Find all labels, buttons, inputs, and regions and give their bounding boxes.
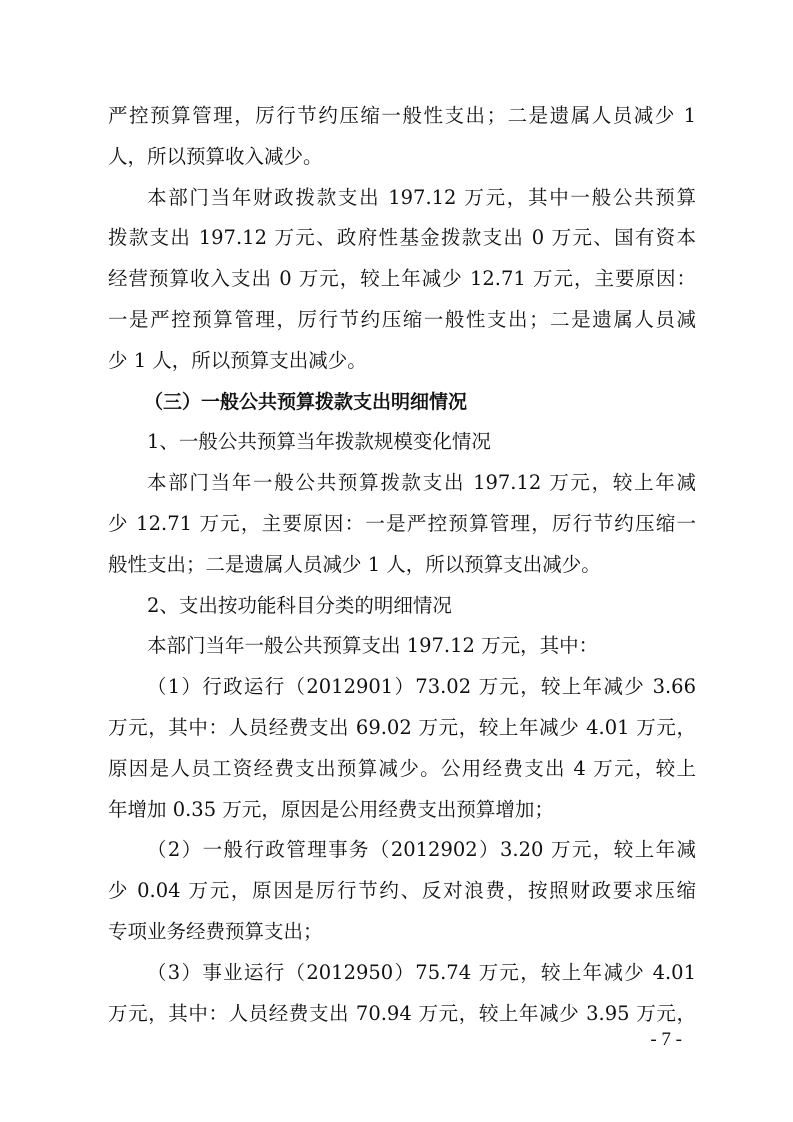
paragraph-line: 少 1 人，所以预算支出减少。 — [108, 348, 367, 372]
page-number: - 7 - — [650, 1029, 682, 1050]
paragraph-line: 少 0.04 万元，原因是厉行节约、反对浪费，按照财政要求压缩 — [108, 879, 696, 903]
paragraph-line: 本部门当年财政拨款支出 197.12 万元，其中一般公共预算 — [147, 185, 696, 209]
paragraph-line: 经营预算收入支出 0 万元，较上年减少 12.71 万元，主要原因： — [108, 267, 696, 291]
document-body — [108, 96, 696, 1034]
paragraph-line: 般性支出；二是遗属人员减少 1 人，所以预算支出减少。 — [108, 552, 601, 576]
subsection-heading: 2、支出按功能科目分类的明细情况 — [147, 593, 452, 617]
paragraph-line: 一是严控预算管理，厉行节约压缩一般性支出；二是遗属人员减 — [108, 307, 696, 331]
paragraph-line: 年增加 0.35 万元，原因是公用经费支出预算增加； — [108, 797, 554, 821]
paragraph-line: 本部门当年一般公共预算支出 197.12 万元，其中： — [147, 634, 599, 658]
paragraph-line: （2）一般行政管理事务（2012902）3.20 万元，较上年减 — [147, 838, 696, 862]
paragraph-line: 本部门当年一般公共预算拨款支出 197.12 万元，较上年减 — [147, 471, 696, 495]
paragraph-line: 万元，其中：人员经费支出 69.02 万元，较上年减少 4.01 万元， — [108, 715, 696, 739]
section-heading: （三）一般公共预算拨款支出明细情况 — [144, 390, 468, 413]
paragraph-line: 专项业务经费预算支出； — [108, 919, 323, 943]
subsection-heading: 1、一般公共预算当年拨款规模变化情况 — [147, 430, 491, 454]
paragraph-line: 严控预算管理，厉行节约压缩一般性支出；二是遗属人员减少 1 — [108, 104, 696, 127]
paragraph-line: （1）行政运行（2012901）73.02 万元，较上年减少 3.66 — [147, 675, 696, 699]
paragraph-line: 万元，其中：人员经费支出 70.94 万元，较上年减少 3.95 万元， — [108, 1001, 696, 1025]
paragraph-line: 人，所以预算收入减少。 — [108, 144, 323, 168]
paragraph-line: 少 12.71 万元，主要原因：一是严控预算管理，厉行节约压缩一 — [108, 511, 696, 535]
paragraph-line: 拨款支出 197.12 万元、政府性基金拨款支出 0 万元、国有资本 — [108, 226, 696, 250]
paragraph-line: 原因是人员工资经费支出预算减少。公用经费支出 4 万元，较上 — [108, 756, 696, 780]
paragraph-line: （3）事业运行（2012950）75.74 万元，较上年减少 4.01 — [147, 960, 696, 984]
